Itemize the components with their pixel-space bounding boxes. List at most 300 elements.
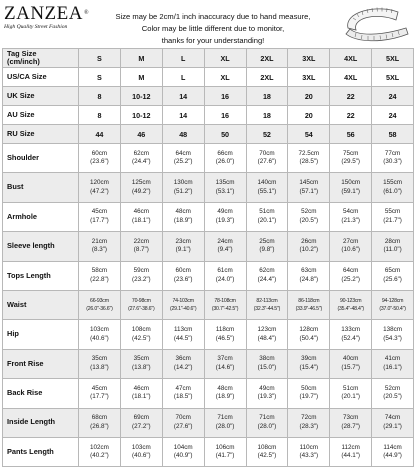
cm-value: 77cm xyxy=(372,150,413,159)
size-cell: 16 xyxy=(204,87,246,106)
cm-value: 65cm xyxy=(372,267,413,276)
measurement-cell xyxy=(79,202,121,231)
measurement-cell xyxy=(372,379,414,408)
row-label: Pants Length xyxy=(3,437,79,466)
inch-value: (9.4") xyxy=(205,246,246,255)
size-cell: 8 xyxy=(79,106,121,125)
brand-tagline: High Quality Street Fashion xyxy=(4,24,96,30)
cm-value: 78-108cm xyxy=(205,297,246,306)
size-cell: 50 xyxy=(204,125,246,144)
cm-value: 94-128cm xyxy=(372,297,413,306)
measurement-cell xyxy=(120,173,162,202)
measurement-cell xyxy=(120,408,162,437)
size-cell: XL xyxy=(204,68,246,87)
measurement-cell xyxy=(120,320,162,349)
cm-value: 59cm xyxy=(121,267,162,276)
row-label-line: UK Size xyxy=(7,92,78,101)
measurement-cell xyxy=(372,173,414,202)
size-cell: XL xyxy=(204,49,246,68)
inch-value: (44.1") xyxy=(330,452,371,461)
size-cell: 48 xyxy=(162,125,204,144)
measurement-cell xyxy=(120,349,162,378)
registered-mark: ® xyxy=(84,10,89,16)
measurement-cell xyxy=(79,437,121,466)
size-cell: 2XL xyxy=(246,49,288,68)
measurement-cell xyxy=(288,232,330,261)
size-cell: 14 xyxy=(162,87,204,106)
measurement-cell xyxy=(162,261,204,290)
measurement-cell xyxy=(120,437,162,466)
measurement-cell xyxy=(162,202,204,231)
cm-value: 39cm xyxy=(288,355,329,364)
measurement-cell xyxy=(246,202,288,231)
cm-value: 150cm xyxy=(330,179,371,188)
measurement-cell xyxy=(288,261,330,290)
size-row xyxy=(3,106,414,125)
cm-value: 75cm xyxy=(330,150,371,159)
cm-value: 35cm xyxy=(121,355,162,364)
measurement-cell xyxy=(162,173,204,202)
row-label: Front Rise xyxy=(3,349,79,378)
cm-value: 35cm xyxy=(79,355,120,364)
inch-value: (18.1") xyxy=(121,217,162,226)
cm-value: 49cm xyxy=(205,208,246,217)
measurement-cell xyxy=(246,144,288,173)
cm-value: 51cm xyxy=(330,385,371,394)
cm-value: 26cm xyxy=(288,238,329,247)
inch-value: (49.2") xyxy=(121,188,162,197)
measurement-cell xyxy=(330,202,372,231)
measurement-row xyxy=(3,290,414,319)
inch-value: (16.1") xyxy=(372,364,413,373)
inch-value: (21.7") xyxy=(372,217,413,226)
cm-value: 51cm xyxy=(247,208,288,217)
cm-value: 69cm xyxy=(121,414,162,423)
cm-value: 74cm xyxy=(372,414,413,423)
cm-value: 24cm xyxy=(205,238,246,247)
row-label: Armhole xyxy=(3,202,79,231)
cm-value: 71cm xyxy=(247,414,288,423)
size-cell: 5XL xyxy=(372,68,414,87)
measurement-cell xyxy=(162,290,204,319)
inch-value: (23.2") xyxy=(121,276,162,285)
row-label: Hip xyxy=(3,320,79,349)
measurement-cell xyxy=(372,202,414,231)
cm-value: 82-113cm xyxy=(247,297,288,306)
measurement-cell xyxy=(79,173,121,202)
inch-value: (18.9") xyxy=(205,393,246,402)
measurement-cell xyxy=(330,379,372,408)
cm-value: 61cm xyxy=(205,267,246,276)
cm-value: 66-93cm xyxy=(79,297,120,306)
inch-value: (10.2") xyxy=(288,246,329,255)
cm-value: 64cm xyxy=(330,267,371,276)
inch-value: (55.1") xyxy=(247,188,288,197)
inch-value: (44.5") xyxy=(163,335,204,344)
inch-value: (14.6") xyxy=(205,364,246,373)
measurement-cell xyxy=(162,349,204,378)
measurement-cell xyxy=(372,349,414,378)
measurement-cell xyxy=(204,290,246,319)
inch-value: (19.3") xyxy=(247,393,288,402)
measurement-cell xyxy=(120,290,162,319)
cm-value: 72.5cm xyxy=(288,150,329,159)
cm-value: 66cm xyxy=(205,150,246,159)
measurement-cell xyxy=(288,408,330,437)
cm-value: 46cm xyxy=(121,385,162,394)
measurement-cell xyxy=(372,437,414,466)
measurement-cell xyxy=(372,408,414,437)
cm-value: 123cm xyxy=(247,326,288,335)
cm-value: 133cm xyxy=(330,326,371,335)
size-cell: 52 xyxy=(246,125,288,144)
cm-value: 60cm xyxy=(79,150,120,159)
size-chart-table xyxy=(2,48,414,467)
inch-value: (19.7") xyxy=(288,393,329,402)
inch-value: (25.6") xyxy=(372,276,413,285)
measurement-row xyxy=(3,232,414,261)
measurement-row xyxy=(3,320,414,349)
cm-value: 102cm xyxy=(79,444,120,453)
cm-value: 125cm xyxy=(121,179,162,188)
inch-value: (28.0") xyxy=(247,423,288,432)
measurement-cell xyxy=(246,173,288,202)
row-label-line: (cm/inch) xyxy=(7,58,78,67)
size-cell: L xyxy=(162,68,204,87)
row-label-line: Tag Size xyxy=(7,50,78,59)
cm-value: 63cm xyxy=(288,267,329,276)
cm-value: 113cm xyxy=(163,326,204,335)
measurement-cell xyxy=(330,290,372,319)
size-cell: S xyxy=(79,68,121,87)
measurement-cell xyxy=(204,379,246,408)
measurement-cell xyxy=(120,202,162,231)
size-cell: 3XL xyxy=(288,68,330,87)
inch-value: (54.3") xyxy=(372,335,413,344)
cm-value: 68cm xyxy=(79,414,120,423)
cm-value: 37cm xyxy=(205,355,246,364)
size-row xyxy=(3,125,414,144)
row-label xyxy=(3,49,79,68)
inch-value: (28.0") xyxy=(205,423,246,432)
measurement-row xyxy=(3,144,414,173)
size-cell: 54 xyxy=(288,125,330,144)
measurement-cell xyxy=(288,290,330,319)
header xyxy=(0,0,416,48)
measurement-cell xyxy=(79,349,121,378)
cm-value: 130cm xyxy=(163,179,204,188)
inch-value: (24.8") xyxy=(288,276,329,285)
cm-value: 71cm xyxy=(205,414,246,423)
inch-value: (51.2") xyxy=(163,188,204,197)
inch-value: (22.8") xyxy=(79,276,120,285)
cm-value: 112cm xyxy=(330,444,371,453)
cm-value: 50cm xyxy=(288,385,329,394)
cm-value: 21cm xyxy=(79,238,120,247)
inch-value: (23.6") xyxy=(163,276,204,285)
measurement-cell xyxy=(120,261,162,290)
cm-value: 45cm xyxy=(79,385,120,394)
size-cell: 2XL xyxy=(246,68,288,87)
cm-value: 60cm xyxy=(163,267,204,276)
measurement-cell xyxy=(372,290,414,319)
cm-value: 138cm xyxy=(372,326,413,335)
size-cell: M xyxy=(120,68,162,87)
size-cell: 3XL xyxy=(288,49,330,68)
inch-value: (27.6"-38.6") xyxy=(121,305,162,314)
inch-value: (53.1") xyxy=(205,188,246,197)
inch-value: (28.7") xyxy=(330,423,371,432)
measurement-cell xyxy=(79,408,121,437)
inch-value: (18.1") xyxy=(121,393,162,402)
inch-value: (18.5") xyxy=(163,393,204,402)
measurement-cell xyxy=(162,408,204,437)
size-cell: 10-12 xyxy=(120,106,162,125)
cm-value: 52cm xyxy=(372,385,413,394)
cm-value: 48cm xyxy=(205,385,246,394)
notice-line: Color may be little different due to monitor, xyxy=(100,23,326,35)
cm-value: 48cm xyxy=(163,208,204,217)
inch-value: (17.7") xyxy=(79,393,120,402)
inch-value: (42.5") xyxy=(121,335,162,344)
measurement-cell xyxy=(204,202,246,231)
size-cell: 14 xyxy=(162,106,204,125)
cm-value: 145cm xyxy=(288,179,329,188)
cm-value: 45cm xyxy=(79,208,120,217)
inch-value: (20.1") xyxy=(247,217,288,226)
inch-value: (20.1") xyxy=(330,393,371,402)
measurement-cell xyxy=(330,408,372,437)
measurement-cell xyxy=(288,379,330,408)
cm-value: 70cm xyxy=(163,414,204,423)
inch-value: (23.6") xyxy=(79,158,120,167)
measuring-tape-icon xyxy=(336,2,412,46)
measurement-cell xyxy=(246,437,288,466)
inch-value: (59.1") xyxy=(330,188,371,197)
inch-value: (29.5") xyxy=(330,158,371,167)
measurement-cell xyxy=(288,144,330,173)
brand-logo xyxy=(4,4,96,30)
measurement-cell xyxy=(246,290,288,319)
cm-value: 27cm xyxy=(330,238,371,247)
inch-value: (30.3") xyxy=(372,158,413,167)
measurement-cell xyxy=(372,232,414,261)
row-label: Tops Length xyxy=(3,261,79,290)
cm-value: 52cm xyxy=(288,208,329,217)
measurement-cell xyxy=(288,202,330,231)
inch-value: (25.2") xyxy=(163,158,204,167)
inch-value: (32.3"-44.5") xyxy=(247,305,288,314)
measurement-cell xyxy=(204,437,246,466)
measurement-cell xyxy=(288,320,330,349)
inch-value: (46.5") xyxy=(205,335,246,344)
cm-value: 86-118cm xyxy=(288,297,329,306)
measurement-cell xyxy=(79,379,121,408)
measurement-cell xyxy=(162,437,204,466)
inch-value: (26.0") xyxy=(205,158,246,167)
inch-value: (21.3") xyxy=(330,217,371,226)
measurement-row xyxy=(3,437,414,466)
inch-value: (27.6") xyxy=(163,423,204,432)
cm-value: 46cm xyxy=(121,208,162,217)
measurement-cell xyxy=(330,437,372,466)
row-label-line: AU Size xyxy=(7,111,78,120)
measurement-cell xyxy=(246,261,288,290)
inch-value: (18.9") xyxy=(163,217,204,226)
size-cell: 18 xyxy=(246,106,288,125)
measurement-cell xyxy=(330,261,372,290)
cm-value: 70-98cm xyxy=(121,297,162,306)
inch-value: (26.8") xyxy=(79,423,120,432)
inch-value: (35.4"-48.4") xyxy=(330,305,371,314)
size-cell: 44 xyxy=(79,125,121,144)
row-label: Waist xyxy=(3,290,79,319)
inch-value: (40.6") xyxy=(121,452,162,461)
measurement-cell xyxy=(162,320,204,349)
measurement-cell xyxy=(246,232,288,261)
brand-name: ZANZEA xyxy=(4,3,83,24)
row-label: Back Rise xyxy=(3,379,79,408)
size-cell: 24 xyxy=(372,87,414,106)
cm-value: 108cm xyxy=(121,326,162,335)
notice-line: thanks for your understanding! xyxy=(100,35,326,47)
cm-value: 49cm xyxy=(247,385,288,394)
measurement-cell xyxy=(330,232,372,261)
inch-value: (42.5") xyxy=(247,452,288,461)
size-row xyxy=(3,87,414,106)
inch-value: (50.4") xyxy=(288,335,329,344)
measurement-cell xyxy=(204,232,246,261)
size-cell: S xyxy=(79,49,121,68)
inch-value: (44.9") xyxy=(372,452,413,461)
row-label: Shoulder xyxy=(3,144,79,173)
inch-value: (27.2") xyxy=(121,423,162,432)
row-label: Sleeve length xyxy=(3,232,79,261)
cm-value: 73cm xyxy=(330,414,371,423)
size-cell: 16 xyxy=(204,106,246,125)
cm-value: 36cm xyxy=(163,355,204,364)
inch-value: (37.0"-50.4") xyxy=(372,305,413,314)
inch-value: (8.3") xyxy=(79,246,120,255)
inch-value: (40.2") xyxy=(79,452,120,461)
size-cell: 58 xyxy=(372,125,414,144)
cm-value: 64cm xyxy=(163,150,204,159)
row-label: Inside Length xyxy=(3,408,79,437)
size-cell: 18 xyxy=(246,87,288,106)
inch-value: (9.1") xyxy=(163,246,204,255)
inch-value: (33.9"-46.5") xyxy=(288,305,329,314)
cm-value: 110cm xyxy=(288,444,329,453)
cm-value: 114cm xyxy=(372,444,413,453)
inch-value: (28.5") xyxy=(288,158,329,167)
cm-value: 47cm xyxy=(163,385,204,394)
size-notice xyxy=(100,11,326,47)
inch-value: (24.4") xyxy=(121,158,162,167)
measurement-cell xyxy=(120,232,162,261)
measurement-cell xyxy=(79,290,121,319)
inch-value: (19.3") xyxy=(205,217,246,226)
size-cell: 20 xyxy=(288,106,330,125)
row-label xyxy=(3,68,79,87)
measurement-cell xyxy=(288,173,330,202)
cm-value: 70cm xyxy=(247,150,288,159)
cm-value: 104cm xyxy=(163,444,204,453)
cm-value: 118cm xyxy=(205,326,246,335)
size-row xyxy=(3,49,414,68)
measurement-cell xyxy=(372,320,414,349)
inch-value: (28.3") xyxy=(288,423,329,432)
size-cell: 20 xyxy=(288,87,330,106)
measurement-cell xyxy=(204,261,246,290)
measurement-cell xyxy=(162,232,204,261)
cm-value: 62cm xyxy=(121,150,162,159)
measurement-cell xyxy=(246,349,288,378)
inch-value: (43.3") xyxy=(288,452,329,461)
measurement-cell xyxy=(204,349,246,378)
cm-value: 23cm xyxy=(163,238,204,247)
inch-value: (11.0") xyxy=(372,246,413,255)
cm-value: 128cm xyxy=(288,326,329,335)
cm-value: 103cm xyxy=(121,444,162,453)
inch-value: (26.0"-36.6") xyxy=(79,305,120,314)
cm-value: 62cm xyxy=(247,267,288,276)
cm-value: 135cm xyxy=(205,179,246,188)
row-label-line: RU Size xyxy=(7,130,78,139)
measurement-cell xyxy=(372,261,414,290)
inch-value: (25.2") xyxy=(330,276,371,285)
size-cell: 8 xyxy=(79,87,121,106)
inch-value: (30.7"-42.5") xyxy=(205,305,246,314)
cm-value: 103cm xyxy=(79,326,120,335)
inch-value: (14.2") xyxy=(163,364,204,373)
inch-value: (47.2") xyxy=(79,188,120,197)
cm-value: 28cm xyxy=(372,238,413,247)
cm-value: 22cm xyxy=(121,238,162,247)
inch-value: (41.7") xyxy=(205,452,246,461)
cm-value: 90-123cm xyxy=(330,297,371,306)
measurement-cell xyxy=(204,320,246,349)
measurement-cell xyxy=(79,232,121,261)
measurement-cell xyxy=(330,144,372,173)
inch-value: (40.6") xyxy=(79,335,120,344)
cm-value: 54cm xyxy=(330,208,371,217)
row-label xyxy=(3,87,79,106)
measurement-row xyxy=(3,349,414,378)
measurement-cell xyxy=(204,144,246,173)
cm-value: 58cm xyxy=(79,267,120,276)
measurement-cell xyxy=(79,261,121,290)
cm-value: 155cm xyxy=(372,179,413,188)
cm-value: 38cm xyxy=(247,355,288,364)
measurement-cell xyxy=(288,349,330,378)
measurement-cell xyxy=(330,173,372,202)
measurement-cell xyxy=(162,144,204,173)
measurement-row xyxy=(3,202,414,231)
inch-value: (15.4") xyxy=(288,364,329,373)
measurement-cell xyxy=(246,379,288,408)
cm-value: 106cm xyxy=(205,444,246,453)
size-cell: 22 xyxy=(330,87,372,106)
inch-value: (29.1") xyxy=(372,423,413,432)
size-cell: 10-12 xyxy=(120,87,162,106)
cm-value: 25cm xyxy=(247,238,288,247)
inch-value: (40.9") xyxy=(163,452,204,461)
measurement-cell xyxy=(120,379,162,408)
inch-value: (24.0") xyxy=(205,276,246,285)
inch-value: (15.0") xyxy=(247,364,288,373)
cm-value: 108cm xyxy=(247,444,288,453)
size-cell: M xyxy=(120,49,162,68)
